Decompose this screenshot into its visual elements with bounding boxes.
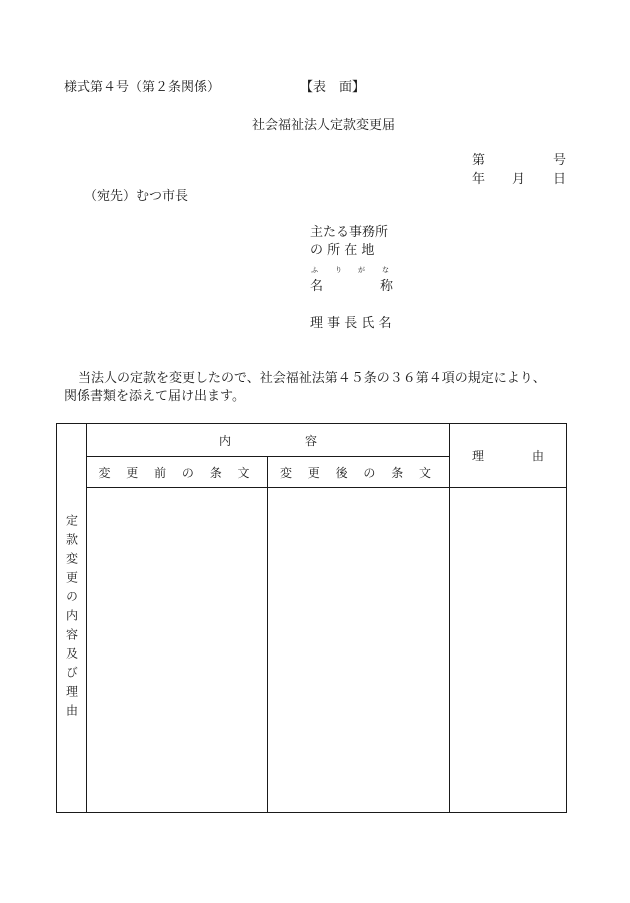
office-label-line2: の 所 在 地 xyxy=(310,243,375,258)
doc-number-go: 号 xyxy=(553,153,567,168)
furigana-4: な xyxy=(382,266,389,274)
row-label: 定款変更の内容及び理由 xyxy=(64,513,79,723)
after-header xyxy=(268,457,449,487)
reason-text-cell[interactable] xyxy=(450,488,566,812)
date-year: 年 xyxy=(472,172,486,187)
addressee: （宛先）むつ市長 xyxy=(84,189,189,204)
name-label-left: 名 xyxy=(310,279,324,294)
chairman-name-label: 理 事 長 氏 名 xyxy=(310,316,392,331)
office-label-line1: 主たる事務所 xyxy=(310,225,389,240)
body-line-1: 当法人の定款を変更したので、社会福祉法第４５条の３６第４項の規定により、 xyxy=(78,371,546,386)
content-header-right: 容 xyxy=(305,433,318,448)
after-header-text: 変 更 後 の 条 文 xyxy=(279,465,438,480)
content-header xyxy=(87,424,449,456)
date-month: 月 xyxy=(512,172,526,187)
content-header-left: 内 xyxy=(218,433,231,448)
reason-header-left: 理 xyxy=(471,449,484,463)
before-header xyxy=(87,457,267,487)
form-number: 様式第４号（第２条関係） xyxy=(64,80,221,95)
before-text-cell[interactable] xyxy=(87,488,267,812)
reason-header xyxy=(450,424,566,487)
date-day: 日 xyxy=(553,172,567,187)
before-header-text: 変 更 前 の 条 文 xyxy=(98,465,256,480)
name-label-right: 称 xyxy=(380,279,394,294)
document-title: 社会福祉法人定款変更届 xyxy=(252,118,396,133)
doc-number-dai: 第 xyxy=(472,153,486,168)
reason-header-right: 由 xyxy=(532,449,545,463)
after-text-cell[interactable] xyxy=(268,488,449,812)
side-label: 【表 面】 xyxy=(300,80,366,95)
furigana-3: が xyxy=(358,266,365,274)
body-line-2: 関係書類を添えて届け出ます。 xyxy=(64,389,245,404)
row-label-cell xyxy=(57,424,87,812)
furigana-1: ふ xyxy=(311,266,318,274)
furigana-2: り xyxy=(335,266,342,274)
amendment-table xyxy=(56,423,567,813)
